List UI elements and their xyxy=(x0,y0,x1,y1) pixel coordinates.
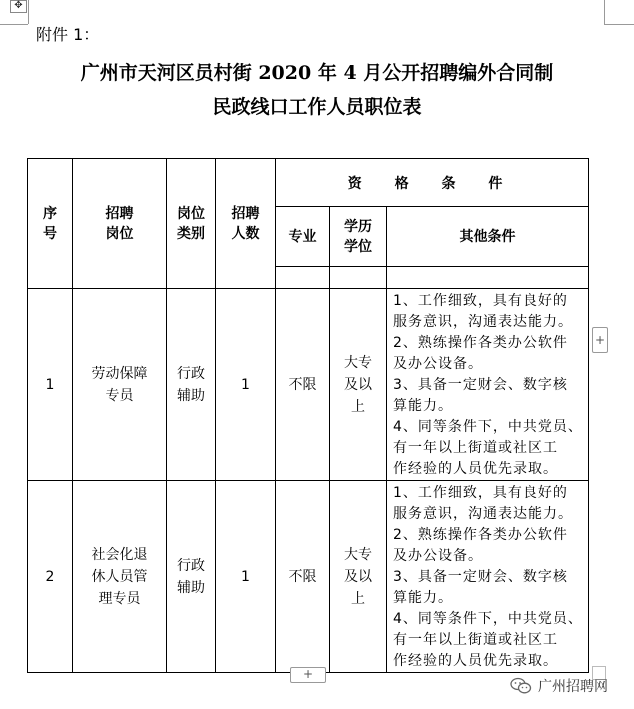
row-major: 不限 xyxy=(276,289,330,481)
header-category: 岗位 类别 xyxy=(167,159,216,289)
page-corner-guide xyxy=(28,0,29,24)
row-seq: 2 xyxy=(28,481,73,673)
header-other: 其他条件 xyxy=(387,207,589,267)
document-title-line-2: 民政线口工作人员职位表 xyxy=(212,96,422,118)
row-category: 行政 辅助 xyxy=(167,289,216,481)
header-count: 招聘 人数 xyxy=(216,159,276,289)
header-education: 学历 学位 xyxy=(330,207,387,267)
row-position: 劳动保障 专员 xyxy=(73,289,167,481)
row-conditions: 1、工作细致，具有良好的 服务意识，沟通表达能力。 2、熟练操作各类办公软件 及办公设备。 3、具备一定财会、数字核 算能力。 4、同等条件下，中共党员、 有一年以上街道或社区工 作经验的人员优先录取。 xyxy=(387,481,589,673)
row-education: 大专 及以 上 xyxy=(330,481,387,673)
table-move-handle-icon[interactable]: ✥ xyxy=(10,0,27,13)
header-position: 招聘 岗位 xyxy=(73,159,167,289)
header-spacer xyxy=(276,267,330,289)
table-row xyxy=(28,481,589,673)
row-major: 不限 xyxy=(276,481,330,673)
wechat-icon xyxy=(510,677,532,695)
page-corner-guide xyxy=(0,24,28,25)
watermark-text: 广州招聘网 xyxy=(538,679,608,695)
row-count: 1 xyxy=(216,481,276,673)
page-corner-guide xyxy=(604,0,605,24)
row-conditions: 1、工作细致，具有良好的 服务意识，沟通表达能力。 2、熟练操作各类办公软件 及办公设备。 3、具备一定财会、数字核 算能力。 4、同等条件下，中共党员、 有一年以上街道或社区工 作经验的人员优先录取。 xyxy=(387,289,589,481)
row-count: 1 xyxy=(216,289,276,481)
add-column-button[interactable]: + xyxy=(592,327,608,353)
page-corner-guide xyxy=(604,24,634,25)
document-title-line-1: 广州市天河区员村街 2020 年 4 月公开招聘编外合同制 xyxy=(80,62,554,84)
row-education: 大专 及以 上 xyxy=(330,289,387,481)
watermark xyxy=(510,676,608,696)
table-row xyxy=(28,289,589,481)
header-seq: 序 号 xyxy=(28,159,73,289)
header-qualifications: 资 格 条 件 xyxy=(276,159,589,207)
add-row-button[interactable]: + xyxy=(290,667,326,683)
row-position: 社会化退 休人员管 理专员 xyxy=(73,481,167,673)
header-spacer xyxy=(330,267,387,289)
row-category: 行政 辅助 xyxy=(167,481,216,673)
attachment-label: 附件 1： xyxy=(36,25,100,44)
positions-table xyxy=(27,158,589,673)
header-spacer xyxy=(387,267,589,289)
header-major: 专业 xyxy=(276,207,330,267)
row-seq: 1 xyxy=(28,289,73,481)
